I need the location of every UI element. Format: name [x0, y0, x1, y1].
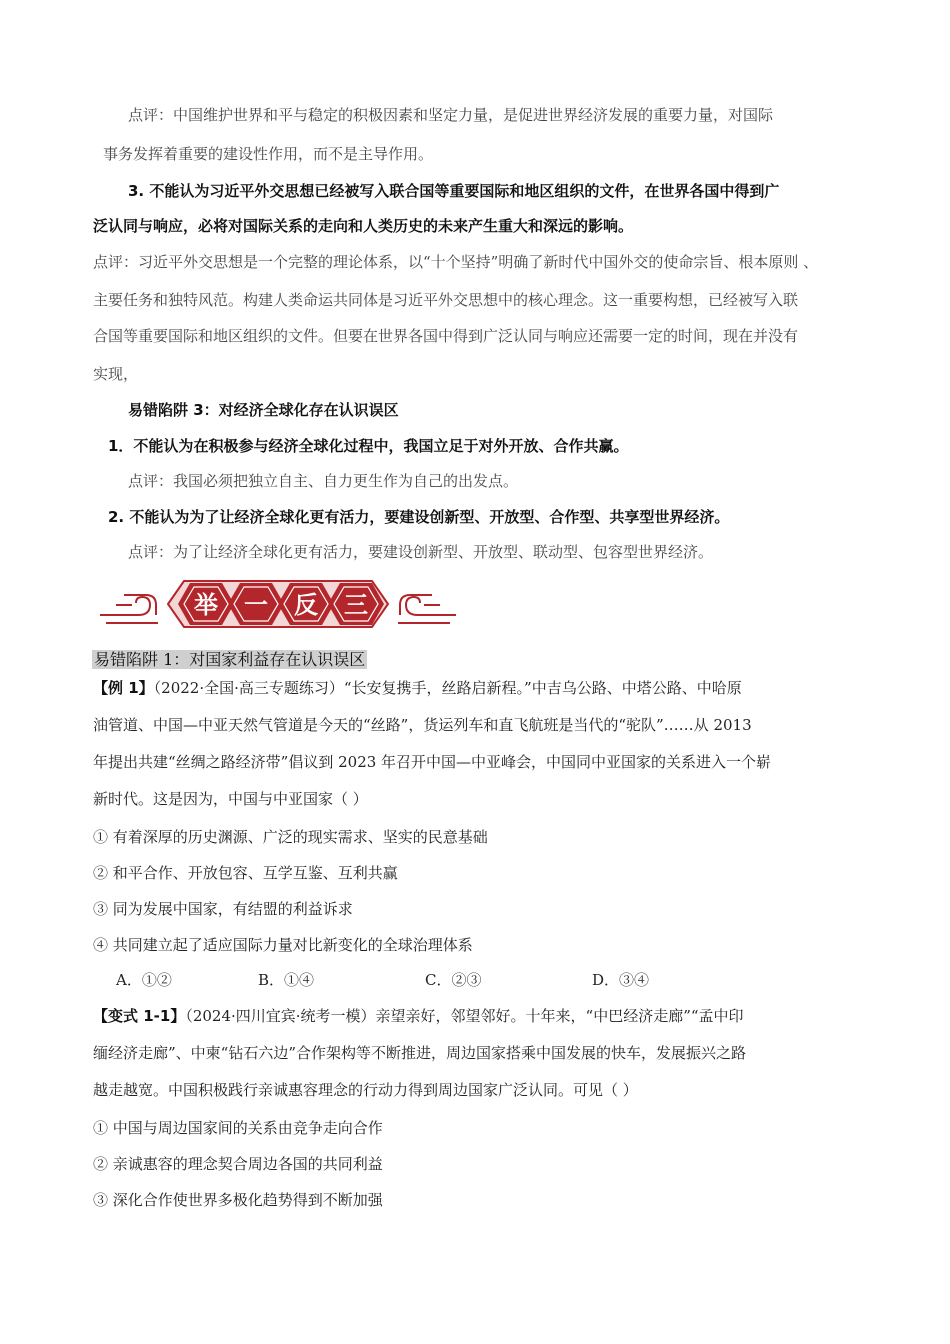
trap-3-comment-2: 点评：为了让经济全球化更有活力，要建设创新型、开放型、联动型、包容型世界经济。	[128, 543, 714, 561]
example-1-line-1	[93, 678, 742, 698]
comment-line-1: 点评：中国维护世界和平与稳定的积极因素和坚定力量，是促进世界经济发展的重要力量，对国际	[128, 106, 774, 124]
comment-line-3: 点评：习近平外交思想是一个完整的理论体系，以“十个坚持”明确了新时代中国外交的使命宗旨、根本原则 、	[93, 253, 819, 271]
variant-tag: 【变式 1-1】	[93, 1007, 186, 1025]
left-swirl-decoration	[100, 595, 158, 623]
variant-line-3: 越走越宽。中国积极践行亲诚惠容理念的行动力得到周边国家广泛认同。可见（ ）	[93, 1081, 638, 1099]
comment-line-6: 实现，	[93, 365, 139, 383]
example-1-choice-b: B．①④	[258, 971, 315, 989]
banner-char-3: 反	[294, 591, 318, 619]
example-1-option-2: ② 和平合作、开放包容、互学互鉴、互利共赢	[93, 864, 398, 882]
variant-text-1: （2024·四川宜宾·统考一模）亲望亲好，邻望邻好。十年来，“中巴经济走廊”“孟中印	[185, 1007, 744, 1025]
trap-3-item-1: 1．不能认为在积极参与经济全球化过程中，我国立足于对外开放、合作共赢。	[108, 437, 629, 455]
trap-item-3-line-2: 泛认同与响应，必将对国际关系的走向和人类历史的未来产生重大和深远的影响。	[93, 217, 634, 235]
comment-line-2: 事务发挥着重要的建设性作用，而不是主导作用。	[103, 145, 434, 163]
trap-3-comment-1: 点评：我国必须把独立自主、自力更生作为自己的出发点。	[128, 472, 519, 490]
comment-line-4: 主要任务和独特风范。构建人类命运共同体是习近平外交思想中的核心理念。这一重要构想，已经被写入联	[93, 291, 799, 309]
example-1-line-3: 年提出共建“丝绸之路经济带”倡议到 2023 年召开中国—中亚峰会，中国同中亚国家的关系进入一个崭	[93, 753, 772, 771]
banner-char-2: 一	[244, 591, 268, 619]
example-1-choice-a: A．①②	[116, 971, 172, 989]
trap-item-3-line-1: 3. 不能认为习近平外交思想已经被写入联合国等重要国际和地区组织的文件，在世界各国中得到广	[128, 182, 780, 200]
banner-char-1: 举	[194, 591, 218, 619]
example-1-line-4: 新时代。这是因为，中国与中亚国家（ ）	[93, 790, 368, 808]
variant-line-2: 缅经济走廊”、中柬“钻石六边”合作架构等不断推进，周边国家搭乘中国发展的快车，发展振兴之路	[93, 1044, 747, 1062]
variant-option-2: ② 亲诚惠容的理念契合周边各国的共同利益	[93, 1155, 383, 1173]
banner-jyfs	[98, 575, 458, 633]
section-title: 易错陷阱 1：对国家利益存在认识误区	[94, 650, 366, 669]
example-1-tag: 【例 1】	[93, 679, 154, 697]
variant-line-1	[93, 1006, 744, 1026]
example-1-choice-c: C．②③	[425, 971, 482, 989]
example-1-option-3: ③ 同为发展中国家，有结盟的利益诉求	[93, 900, 353, 918]
trap-3-item-2: 2. 不能认为为了让经济全球化更有活力，要建设创新型、开放型、合作型、共享型世界经济。	[108, 508, 730, 526]
trap-3-heading: 易错陷阱 3：对经济全球化存在认识误区	[128, 401, 399, 419]
example-1-line-2: 油管道、中国—中亚天然气管道是今天的“丝路”，货运列车和直飞航班是当代的“驼队”……从 2013	[93, 716, 752, 734]
banner-char-4: 三	[344, 591, 368, 619]
right-swirl-decoration	[398, 595, 456, 623]
example-1-option-1: ① 有着深厚的历史渊源、广泛的现实需求、坚实的民意基础	[93, 828, 488, 846]
section-heading	[92, 650, 367, 670]
example-1-option-4: ④ 共同建立起了适应国际力量对比新变化的全球治理体系	[93, 936, 473, 954]
variant-option-3: ③ 深化合作使世界多极化趋势得到不断加强	[93, 1191, 383, 1209]
variant-option-1: ① 中国与周边国家间的关系由竞争走向合作	[93, 1119, 383, 1137]
comment-line-5: 合国等重要国际和地区组织的文件。但要在世界各国中得到广泛认同与响应还需要一定的时间，现在并没有	[93, 327, 799, 345]
example-1-text-1: （2022·全国·高三专题练习）“长安复携手，丝路启新程。”中吉乌公路、中塔公路、中哈原	[153, 679, 742, 697]
example-1-choice-d: D．③④	[592, 971, 650, 989]
